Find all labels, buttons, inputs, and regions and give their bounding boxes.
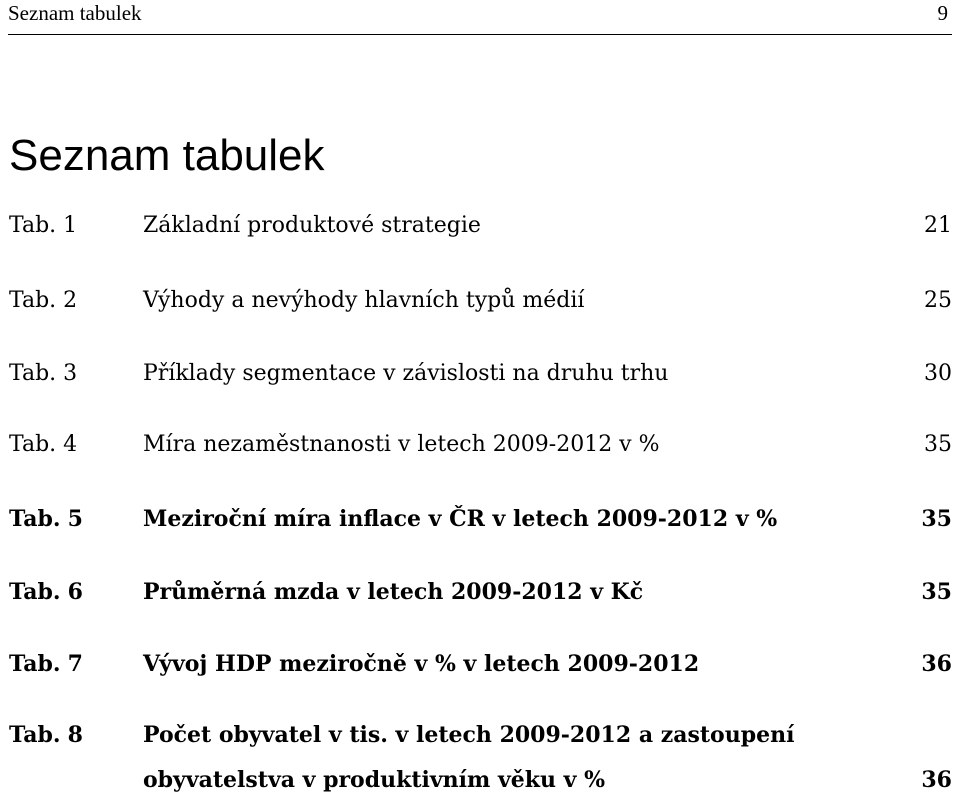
- running-header-title: Seznam tabulek: [8, 1, 142, 25]
- tab-number: 8: [67, 722, 83, 748]
- tab-number: 7: [67, 651, 83, 677]
- tab-caption-line-2: obyvatelstva v produktivním věku v %: [143, 767, 605, 793]
- tab-caption: Meziroční míra inflace v ČR v letech 2009-2012 v %: [143, 506, 778, 532]
- page-title: Seznam tabulek: [9, 131, 325, 180]
- tab-label: Tab.: [9, 651, 61, 677]
- tab-label: Tab.: [9, 288, 57, 313]
- tab-page: 36: [921, 651, 952, 677]
- page-number: 9: [937, 1, 948, 25]
- tab-page: 30: [924, 361, 952, 386]
- tab-label: Tab.: [9, 361, 57, 386]
- tab-caption: Průměrná mzda v letech 2009-2012 v Kč: [143, 579, 644, 605]
- tab-number: 1: [63, 213, 78, 238]
- tab-number: 6: [67, 579, 83, 605]
- tab-caption: Příklady segmentace v závislosti na druhu trhu: [143, 361, 669, 386]
- tab-label: Tab.: [9, 579, 61, 605]
- tab-label: Tab.: [9, 213, 57, 238]
- tab-caption: Výhody a nevýhody hlavních typů médií: [143, 288, 585, 313]
- tab-caption: Míra nezaměstnanosti v letech 2009-2012 v %: [143, 432, 660, 457]
- tab-caption-line-1: Počet obyvatel v tis. v letech 2009-2012 a zastoupení: [143, 722, 795, 748]
- tab-label: Tab.: [9, 506, 61, 532]
- tab-caption: Základní produktové strategie: [143, 213, 481, 238]
- tab-number: 2: [63, 288, 78, 313]
- tab-number: 4: [63, 432, 78, 457]
- tab-page: 35: [921, 506, 952, 532]
- tab-page: 25: [924, 288, 952, 313]
- tab-page: 36: [921, 767, 952, 793]
- tab-number: 5: [67, 506, 83, 532]
- tab-number: 3: [63, 361, 78, 386]
- tab-caption: Vývoj HDP meziročně v % v letech 2009-2012: [143, 651, 700, 677]
- tab-page: 21: [924, 213, 952, 238]
- tab-label: Tab.: [9, 722, 61, 748]
- tab-label: Tab.: [9, 432, 57, 457]
- tab-page: 35: [924, 432, 952, 457]
- tab-page: 35: [921, 579, 952, 605]
